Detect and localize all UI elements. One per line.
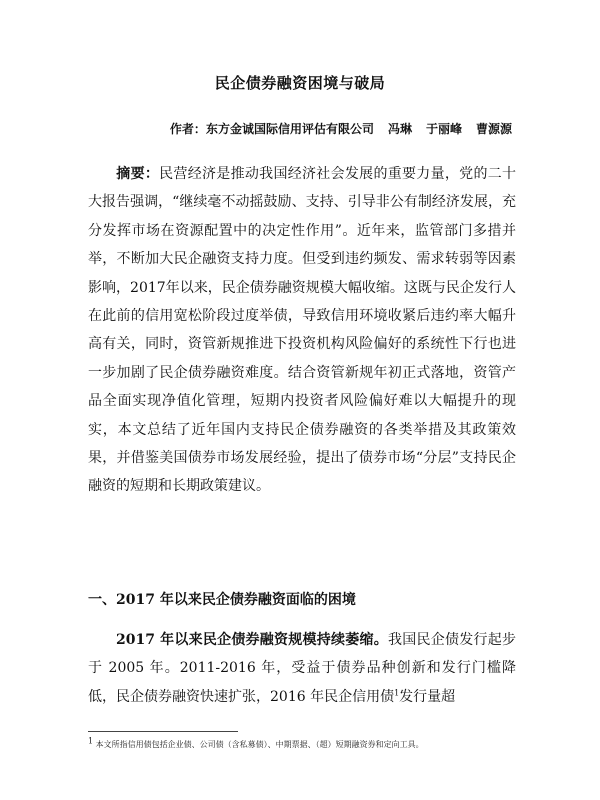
paragraph-lead: 2017 年以来民企债券融资规模持续萎缩。 [116,632,389,648]
paragraph-text-a: 我国民企债发行起步于 2005 年。2011-2016 年，受益于债券品种创新和发行门槛降低，民企债券融资快速扩张，2016 年民企信用债 [88,632,517,705]
author-name-1: 冯琳 [387,122,412,136]
paragraph-text-b: 发行量超 [399,688,456,705]
footnote-reference[interactable]: 1 [394,688,400,698]
section-heading: 一、2017 年以来民企债券融资面临的困境 [88,592,356,608]
abstract-label: 摘要： [116,166,160,182]
paper-title: 民企债券融资困境与破局 [214,74,386,92]
footnote-text: 本文所指信用债包括企业债、公司债（含私募债）、中期票据、（超）短期融资券和定向工具。 [95,740,424,749]
author-organization: 东方金诚国际信用评估有限公司 [205,122,374,136]
author-line [170,120,512,137]
abstract-text: 民营经济是推动我国经济社会发展的重要力量，党的二十大报告强调，“继续毫不动摇鼓励、支持、引导非公有制经济发展，充分发挥市场在资源配置中的决定性作用”。近年来，监管部门多措并举，不断加大民企融资支持力度。但受到违约频发、需求转弱等因素影响，2017年以来，民企债券融资规模大幅收缩。这既与民企发行人在此前的信用宽松阶段过度举债，导致信用环境收紧后违约率大幅升高有关，同时，资管新规推进下投资机构风险偏好的系统性下行也进一步加剧了民企债券融资难度。结合资管新规年初正式落地，资管产品全面实现净值化管理，短期内投资者风险偏好难以大幅提升的现实，本文总结了近年国内支持民企债券融资的各类举措及其政策效果，并借鉴美国债券市场发展经验，提出了债券市场“分层”支持民企融资的短期和长期政策建议。 [88,166,517,495]
author-label: 作者： [169,122,206,136]
body-paragraph [88,626,516,711]
footnote-mark: 1 [88,736,94,746]
abstract [88,160,516,501]
author-name-2: 于丽峰 [425,122,462,136]
footnote [88,736,518,751]
footnote-divider [88,731,238,732]
author-name-3: 曹源源 [475,122,512,136]
